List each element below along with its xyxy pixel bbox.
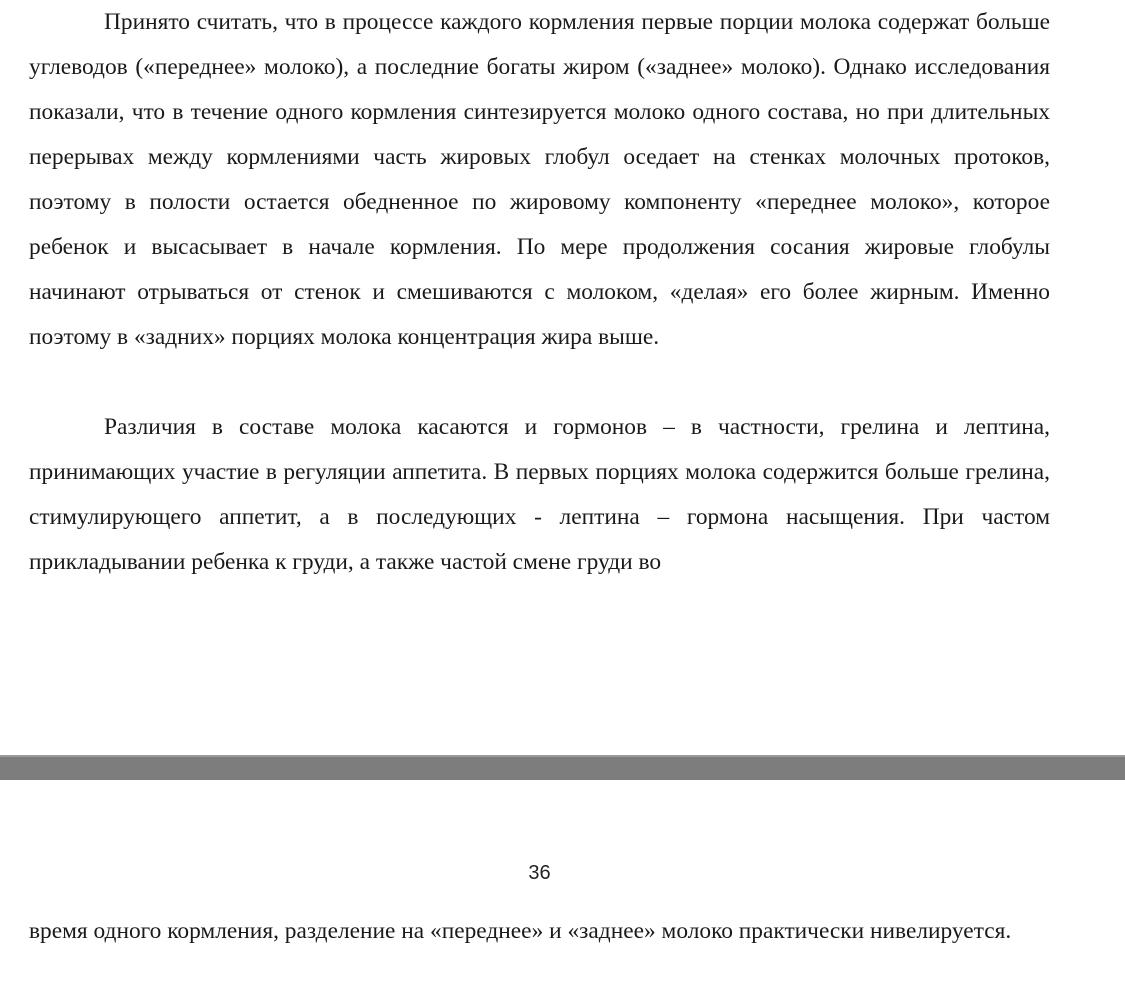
paragraph-hormones: Различия в составе молока касаются и гормонов – в частности, грелина и лептина, принимающих участие в регуляции аппетита. В первых порциях молока содержится больше грелина, стимулирующего аппетит, а в последующих - лептина – гормона насыщения. При частом прикладывании ребенка к груди, а также частой смене груди во [29,414,1050,575]
page-break-separator [0,755,1125,780]
paragraph-continued: время одного кормления, разделение на «переднее» и «заднее» молоко практически нивелируется. [29,918,1012,944]
page-break-edge [0,755,1125,757]
document-page-bottom [0,780,1125,1006]
paragraph-foremilk-hindmilk: Принято считать, что в процессе каждого кормления первые порции молока содержат больше углеводов («переднее» молоко), а последние богаты жиром («заднее» молоко). Однако исследования показали, что в течение одного кормления синтезируется молоко одного состава, но при длительных перерывах между кормлениями часть жировых глобул оседает на стенках молочных протоков, поэтому в полости остается обедненное по жировому компоненту «переднее молоко», которое ребенок и высасывает в начале кормления. По мере продолжения сосания жировые глобулы начинают отрываться от стенок и смешиваются с молоком, «делая» его более жирным. Именно поэтому в «задних» порциях молока концентрация жира выше. [29,9,1050,350]
page-number: 36 [528,862,551,884]
